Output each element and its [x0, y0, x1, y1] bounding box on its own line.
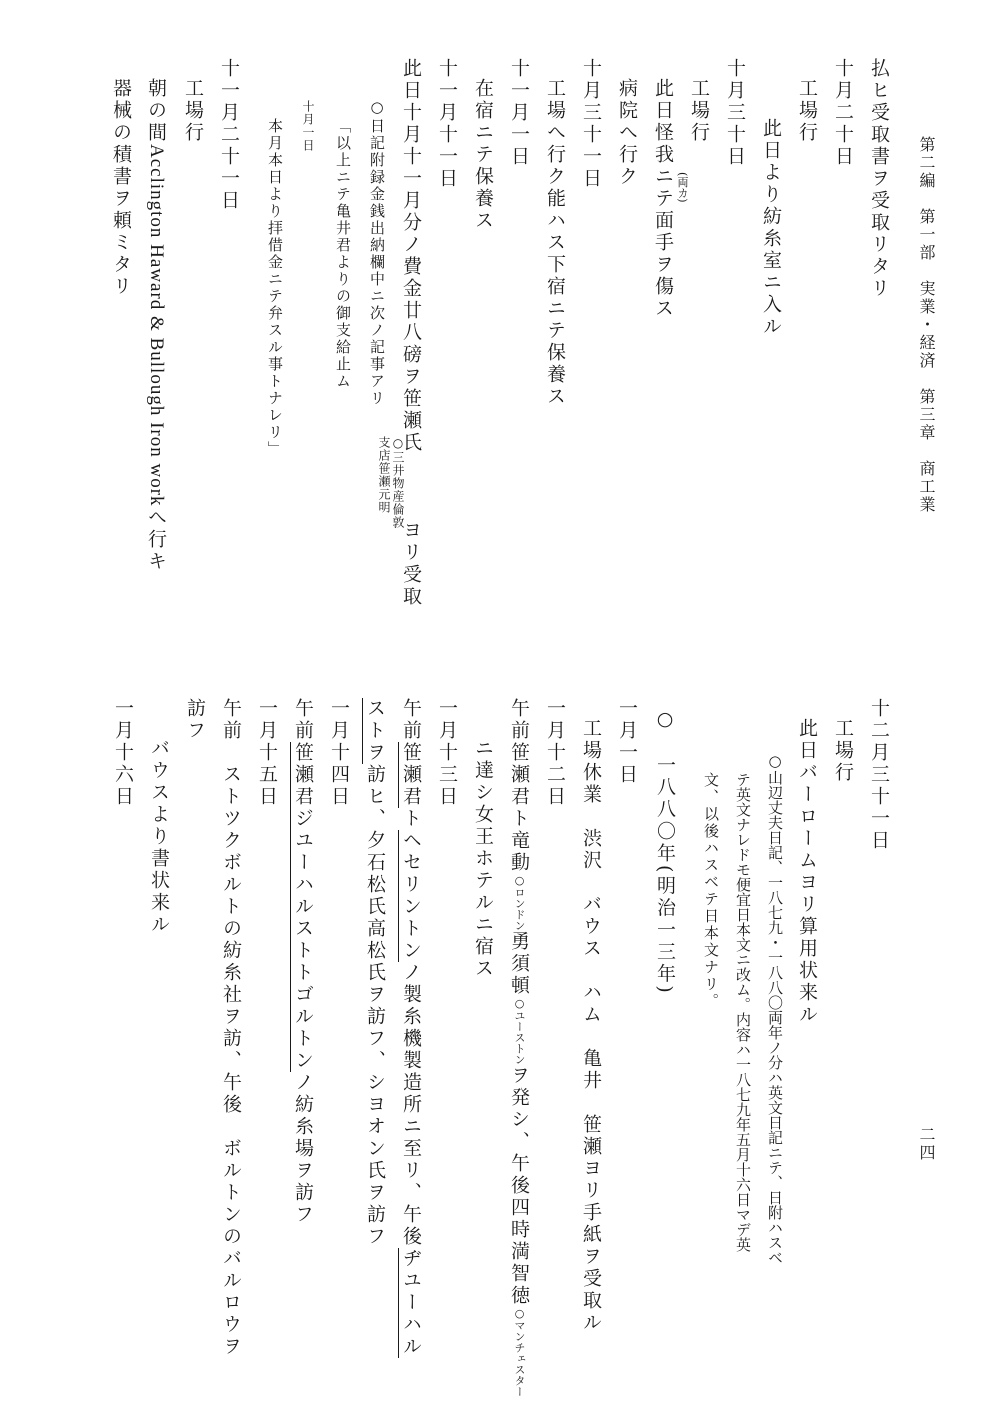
bottom-ruby-manchester: ○マンチェスター — [513, 1307, 526, 1397]
bottom-line-11-c: ヲ発シ、午後四時満智徳 — [508, 1065, 530, 1307]
top-line-17: 十月一日 — [301, 100, 315, 152]
bottom-year-1880: ○ 一八八〇年(明治一三年) — [654, 708, 676, 996]
top-note-14a: ○三井物産倫敦 — [391, 436, 405, 529]
bottom-date-jan-15: 一月十五日 — [256, 698, 278, 808]
bottom-line-17-a: 午前 — [292, 698, 314, 742]
top-date-nov-21: 十一月二十一日 — [218, 58, 240, 212]
bottom-line-12: ニ達シ女王ホテルニ宿ス — [472, 738, 494, 980]
top-line-21-b: へ行キ — [145, 506, 167, 573]
bottom-line-11 — [509, 698, 528, 1397]
top-date-oct-31: 十月三十一日 — [580, 58, 602, 190]
top-note-14b: 支店笹瀬元明 — [377, 436, 391, 514]
top-line-14: 此日十月十一月分ノ費金廿八磅ヲ笹瀬氏 — [400, 58, 422, 454]
top-line-16: 「以上ニテ亀井君よりの御支給止ム — [334, 118, 352, 390]
bottom-line-11-b: 勇須頓 — [508, 931, 530, 997]
top-date-nov-11: 十一月十一日 — [436, 58, 458, 190]
bottom-line-17 — [293, 698, 312, 1226]
top-line-8: 病院へ行ク — [616, 78, 638, 188]
bottom-date-jan-13: 一月十三日 — [436, 698, 458, 808]
bottom-date-jan-14: 一月十四日 — [328, 698, 350, 808]
bottom-line-5: テ英文ナレドモ便宜日本文ニ改ム。内容ハ一八七九年五月十六日マデ英 — [734, 772, 752, 1252]
top-ruby-ryo: (両カ) — [676, 172, 689, 203]
top-line-factory-3: 工場行 — [182, 78, 204, 144]
top-date-nov-1: 十一月一日 — [508, 58, 530, 168]
top-line-14-tail: ヨリ受取 — [400, 520, 422, 608]
bottom-ruby-london: ○ロンドン — [513, 874, 526, 931]
bottom-line-14-c: ノ製糸機製造所ニ至リ、午後 — [400, 962, 422, 1248]
bottom-date-jan-16: 一月十六日 — [112, 698, 134, 808]
top-line-10: 工場へ行ク能ハス下宿ニテ保養ス — [544, 78, 566, 408]
running-header: 第二編 第一部 実業・経済 第三章 商工業 — [917, 136, 936, 514]
bottom-line-14-b: ト — [400, 808, 422, 830]
bottom-line-4: ○山辺丈夫日記、一八七九・一八八〇両年ノ分ハ英文日記ニテ、日附ハスベ — [766, 752, 784, 1265]
bottom-line-3: 此日バーロームヨリ算用状来ル — [796, 718, 818, 1026]
top-line-4: 此日より紡糸室ニ入ル — [760, 118, 782, 338]
bottom-line-15-a: ストヲ — [364, 698, 386, 764]
top-date-oct-30: 十月三十日 — [724, 58, 746, 168]
bottom-line-17-names: 笹瀬君ジユーハルストトゴルトン — [292, 742, 314, 1072]
top-line-21-a: 朝の間 — [145, 78, 167, 144]
top-line-18: 本月本日より拝借金ニテ弁スル事トナレリ」 — [266, 118, 284, 458]
top-line-15: ○日記附録金銭出納欄中ニ次ノ記事アリ — [368, 98, 386, 407]
bottom-line-11-a: 午前笹瀬君ト竜動 — [508, 698, 530, 874]
bottom-line-factory: 工場行 — [832, 718, 854, 784]
top-line-7: 此日怪我ニテ面手ヲ傷ス — [652, 78, 674, 320]
top-line-22: 器械の積書ヲ頼ミタリ — [110, 78, 132, 298]
top-line-21 — [146, 78, 166, 573]
top-line-12: 在宿ニテ保養ス — [472, 78, 494, 232]
top-line-21-english: Acclington Haward & Bullough Iron work — [146, 144, 167, 507]
bottom-line-9: 工場休業 渋沢 バウス ハム 亀井 笹瀬ヨリ手紙ヲ受取ル — [580, 718, 602, 1334]
bottom-line-21: バウスより書状来ル — [148, 738, 170, 936]
top-line-factory-2: 工場行 — [688, 78, 710, 144]
bottom-line-14-hetherington: ヘセリントン — [400, 830, 422, 962]
page-number: 二四 — [917, 1126, 936, 1162]
bottom-line-6: 文、以後ハスベテ日本文ナリ。 — [702, 772, 720, 1010]
bottom-line-17-b: ノ紡糸場ヲ訪フ — [292, 1072, 314, 1226]
bottom-line-15 — [365, 698, 384, 1248]
bottom-line-14-dewhurst: ヂユーハル — [400, 1248, 422, 1358]
bottom-ruby-euston: ○ユーストン — [513, 997, 526, 1065]
bottom-line-14-a: 午前 — [400, 698, 422, 742]
top-line-factory-1: 工場行 — [796, 78, 818, 144]
bottom-line-14 — [401, 698, 420, 1358]
bottom-date-dec-31: 十二月三十一日 — [868, 698, 890, 852]
bottom-date-jan-1: 一月一日 — [616, 698, 638, 786]
bottom-line-14-sasase: 笹瀬君 — [400, 742, 422, 808]
bottom-line-15-b: 訪ヒ、夕石松氏高松氏ヲ訪フ、シヨオン氏ヲ訪フ — [364, 764, 386, 1248]
bottom-line-20: 訪フ — [184, 698, 206, 742]
top-date-oct-20: 十月二十日 — [832, 58, 854, 168]
bottom-date-jan-12: 一月十二日 — [544, 698, 566, 808]
top-line-1: 払ヒ受取書ヲ受取リタリ — [868, 58, 890, 300]
bottom-line-19: 午前 ストツクボルトの紡糸社ヲ訪、午後 ボルトンのバルロウヲ — [220, 698, 242, 1358]
